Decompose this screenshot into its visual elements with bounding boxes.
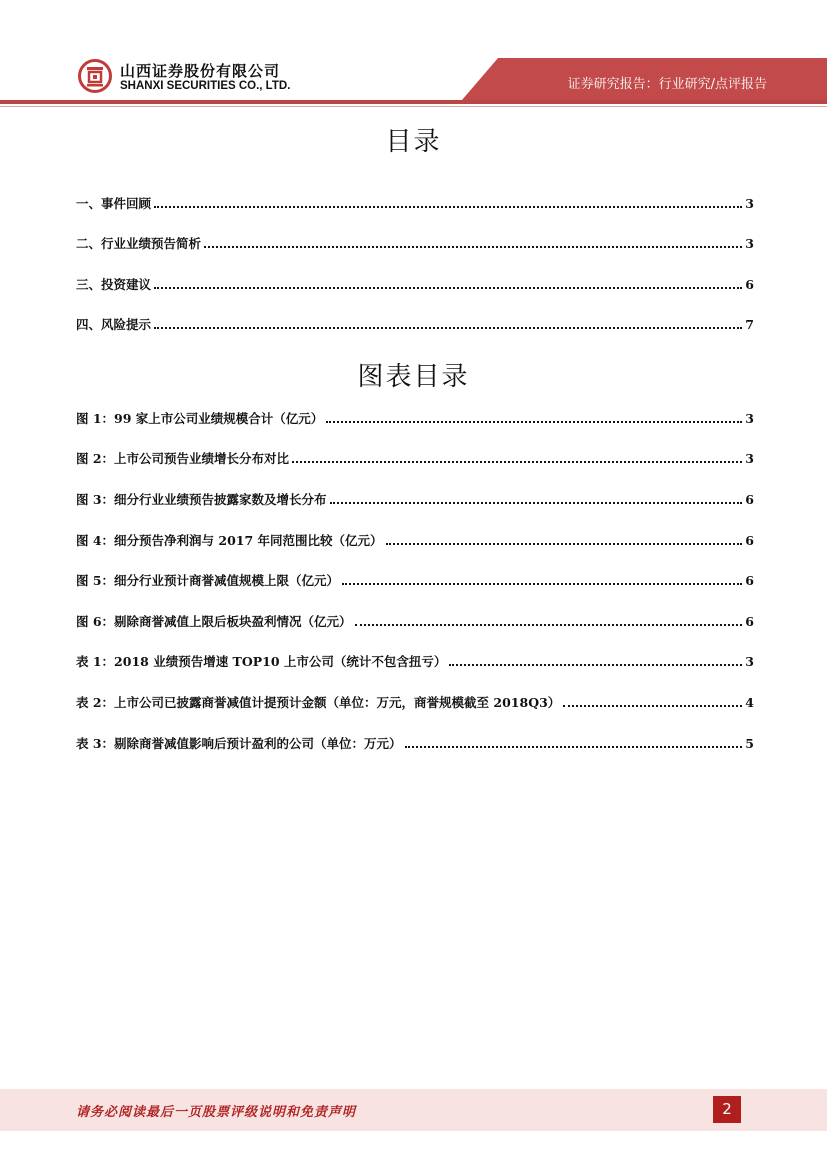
figure-toc-page: 6 — [745, 614, 754, 629]
toc-leader-dots — [154, 325, 742, 329]
toc-leader-dots — [386, 541, 743, 545]
figure-toc-label: 图 4：细分预告净利润与 2017 年同范围比较（亿元） — [76, 533, 383, 548]
toc-leader-dots — [154, 285, 742, 289]
toc-leader-dots — [449, 662, 742, 666]
shanxi-securities-logo-icon — [78, 59, 112, 93]
figure-toc-item[interactable] — [76, 411, 754, 427]
company-name-en: SHANXI SECURITIES CO., LTD. — [120, 80, 291, 92]
figure-toc-page: 6 — [745, 573, 754, 588]
figure-toc-page: 3 — [745, 654, 754, 669]
toc-leader-dots — [355, 622, 743, 626]
toc-item-label: 三、投资建议 — [76, 277, 152, 292]
figure-toc-item[interactable] — [76, 492, 754, 508]
figure-toc-item[interactable] — [76, 533, 754, 549]
toc-item-label: 一、事件回顾 — [76, 196, 152, 211]
toc-leader-dots — [326, 419, 742, 423]
toc-leader-dots — [154, 204, 742, 208]
header-divider — [0, 100, 827, 104]
header-divider-thin — [0, 106, 827, 107]
figure-toc-page: 3 — [745, 411, 754, 426]
figures-toc-title: 图表目录 — [357, 362, 470, 392]
toc-item-page: 6 — [745, 277, 754, 292]
page-number: 2 — [713, 1096, 741, 1123]
figure-toc-page: 3 — [745, 451, 754, 466]
toc-item-page: 3 — [745, 236, 754, 251]
figure-toc-item[interactable] — [76, 695, 754, 711]
toc-leader-dots — [342, 581, 742, 585]
figure-toc-page: 5 — [745, 736, 754, 751]
toc-leader-dots — [405, 744, 743, 748]
footer-disclaimer: 请务必阅读最后一页股票评级说明和免责声明 — [76, 1105, 357, 1120]
toc-item-page: 3 — [745, 196, 754, 211]
figure-toc-item[interactable] — [76, 573, 754, 589]
toc-leader-dots — [330, 500, 743, 504]
figure-toc-item[interactable] — [76, 614, 754, 630]
figure-toc-label: 表 3：剔除商誉减值影响后预计盈利的公司（单位：万元） — [76, 736, 402, 751]
toc-leader-dots — [563, 703, 742, 707]
toc-item[interactable] — [76, 236, 754, 252]
page-header — [0, 0, 827, 110]
toc-item[interactable] — [76, 196, 754, 212]
figure-toc-label: 图 1：99 家上市公司业绩规模合计（亿元） — [76, 411, 324, 426]
figure-toc-label: 图 5：细分行业预计商誉减值规模上限（亿元） — [76, 573, 340, 588]
toc-leader-dots — [204, 244, 742, 248]
toc-item[interactable] — [76, 317, 754, 333]
figure-toc-item[interactable] — [76, 654, 754, 670]
figure-toc-page: 6 — [745, 533, 754, 548]
figure-toc-page: 6 — [745, 492, 754, 507]
toc-item-label: 四、风险提示 — [76, 317, 152, 332]
figure-toc-label: 图 6：剔除商誉减值上限后板块盈利情况（亿元） — [76, 614, 352, 629]
figure-toc-item[interactable] — [76, 451, 754, 467]
report-type-tag: 证券研究报告：行业研究/点评报告 — [567, 77, 767, 92]
figure-toc-page: 4 — [745, 695, 754, 710]
toc-leader-dots — [292, 459, 742, 463]
figure-toc-label: 表 2：上市公司已披露商誉减值计提预计金额（单位：万元，商誉规模截至 2018Q3） — [76, 695, 561, 710]
figure-toc-item[interactable] — [76, 736, 754, 752]
toc-title: 目录 — [385, 127, 442, 157]
toc-item-page: 7 — [745, 317, 754, 332]
figure-toc-label: 图 2：上市公司预告业绩增长分布对比 — [76, 451, 290, 466]
company-name-cn: 山西证券股份有限公司 — [120, 62, 281, 80]
figure-toc-label: 图 3：细分行业业绩预告披露家数及增长分布 — [76, 492, 327, 507]
toc-item[interactable] — [76, 277, 754, 293]
toc-item-label: 二、行业业绩预告简析 — [76, 236, 202, 251]
figure-toc-label: 表 1：2018 业绩预告增速 TOP10 上市公司（统计不包含扭亏） — [76, 654, 447, 669]
